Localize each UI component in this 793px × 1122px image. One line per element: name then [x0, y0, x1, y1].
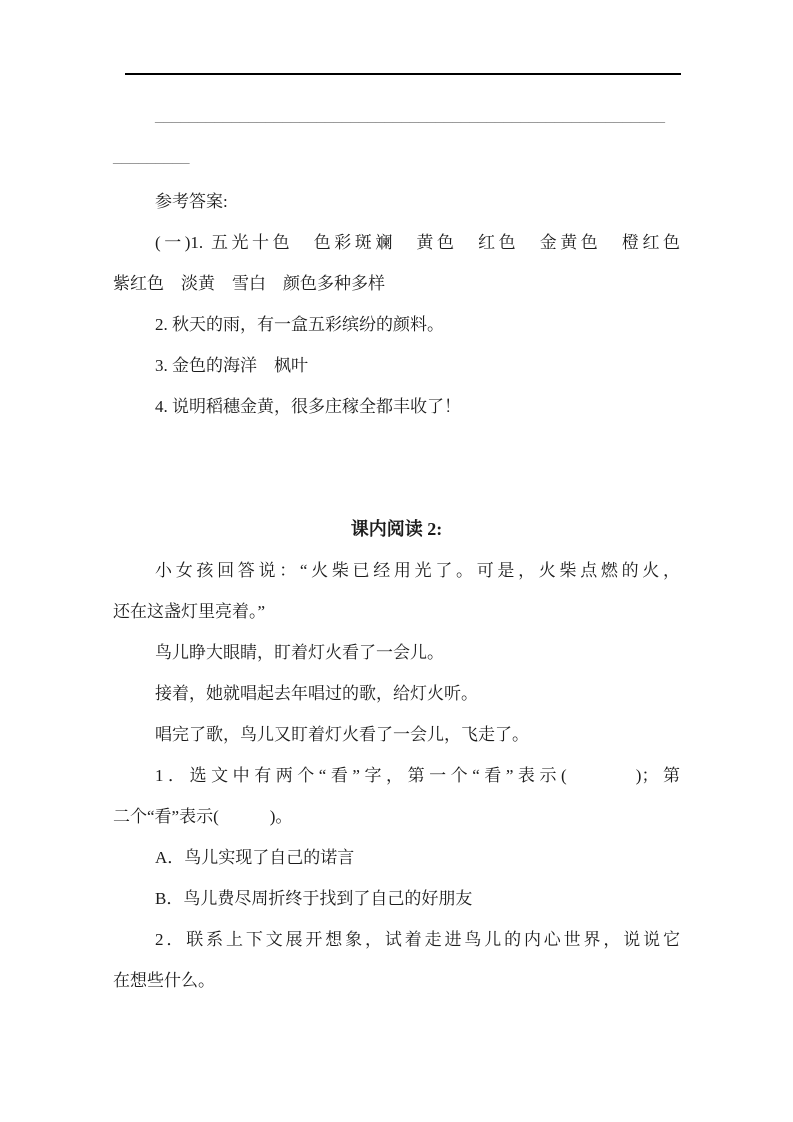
reading-section-title: 课内阅读 2: — [350, 519, 443, 539]
answer-item-1-line-2: 紫红色 淡黄 雪白 颜色多种多样 — [113, 274, 385, 293]
question-1-option-b: B．鸟儿费尽周折终于找到了自己的好朋友 — [155, 889, 473, 908]
answer-item-1-line-1: (一)1. 五光十色 色彩斑斓 黄色 红色 金黄色 橙红色 — [155, 233, 680, 252]
answer-item-4: 4. 说明稻穗金黄，很多庄稼全都丰收了！ — [155, 397, 461, 416]
passage-para-2: 鸟儿睁大眼睛，盯着灯火看了一会儿。 — [155, 643, 444, 662]
answer-blank-line-2: _________ — [113, 147, 190, 166]
answer-key-heading: 参考答案: — [155, 192, 228, 211]
question-2-line-1: 2．联系上下文展开想象，试着走进鸟儿的内心世界，说说它 — [155, 930, 680, 949]
passage-para-1-line-2: 还在这盏灯里亮着。” — [113, 602, 266, 621]
top-divider-line — [125, 73, 681, 75]
passage-para-3: 接着，她就唱起去年唱过的歌，给灯火听。 — [155, 684, 478, 703]
reading-section — [113, 509, 680, 1001]
answer-blank-line-1: ____________________________________________________________ — [155, 106, 665, 125]
question-1-line-2: 二个“看”表示( )。 — [113, 807, 293, 826]
answer-item-3: 3. 金色的海洋 枫叶 — [155, 356, 308, 375]
answer-item-2: 2. 秋天的雨，有一盒五彩缤纷的颜料。 — [155, 315, 444, 334]
answer-blank-area — [113, 95, 680, 177]
section-gap — [113, 427, 680, 509]
answer-key-section — [113, 181, 680, 427]
question-1-option-a: A．鸟儿实现了自己的诺言 — [155, 848, 355, 867]
passage-para-1-line-1: 小女孩回答说：“火柴已经用光了。可是，火柴点燃的火， — [155, 561, 680, 580]
question-1-line-1: 1．选文中有两个“看”字，第一个“看”表示( )；第 — [155, 766, 680, 785]
question-2-line-2: 在想些什么。 — [113, 971, 215, 990]
document-content — [0, 73, 793, 1001]
passage-para-4: 唱完了歌，鸟儿又盯着灯火看了一会儿，飞走了。 — [155, 725, 529, 744]
